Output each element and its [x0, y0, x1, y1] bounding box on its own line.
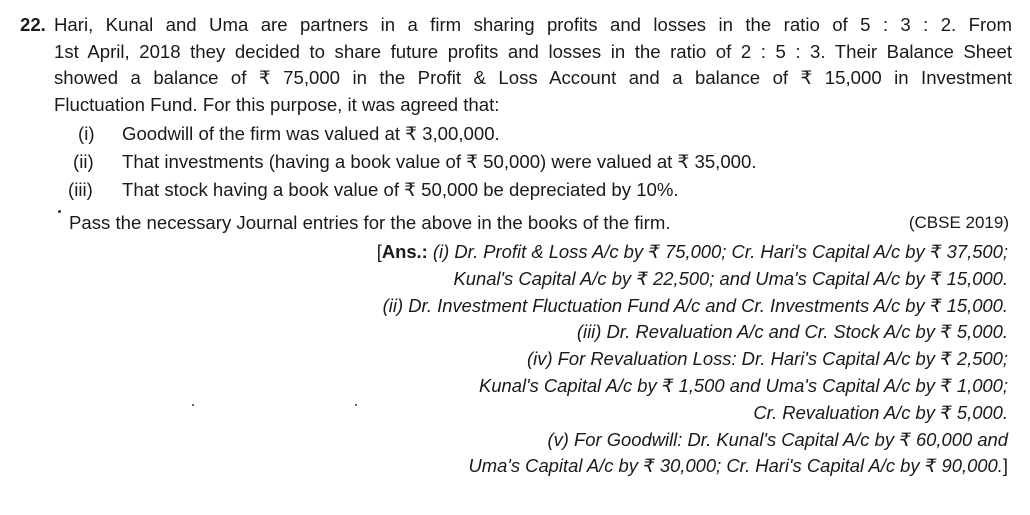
answer-line: (v) For Goodwill: Dr. Kunal's Capital A/c by ₹ 60,000 and [547, 428, 1008, 450]
answer-text: Uma's Capital A/c by ₹ 30,000; Cr. Hari's Capital A/c by ₹ 90,000. [468, 455, 1003, 477]
question-line: 1st April, 2018 they decided to share future profits and losses in the ratio of 2 : 5 : 3. Their Balance Sheet [54, 40, 1012, 62]
answer-line: Kunal's Capital A/c by ₹ 22,500; and Uma's Capital A/c by ₹ 15,000. [453, 267, 1008, 289]
answer-line: Cr. Revaluation A/c by ₹ 5,000. [753, 401, 1008, 423]
instruction-text: Pass the necessary Journal entries for the above in the books of the firm. [69, 212, 671, 233]
condition-numeral: (iii) [68, 179, 93, 200]
answer-label: Ans.: [381, 241, 428, 262]
close-bracket: ] [1002, 455, 1008, 477]
condition-text: That investments (having a book value of ₹ 50,000) were valued at ₹ 35,000. [122, 151, 757, 172]
answer-line: (iv) For Revaluation Loss: Dr. Hari's Capital A/c by ₹ 2,500; [527, 348, 1008, 370]
answer-line: (iii) Dr. Revaluation A/c and Cr. Stock A/c by ₹ 5,000. [576, 321, 1008, 343]
condition-numeral: (i) [78, 123, 95, 144]
condition-text: That stock having a book value of ₹ 50,000 be depreciated by 10%. [122, 179, 679, 200]
scan-speck [58, 210, 61, 213]
question-paragraph [20, 12, 1012, 118]
condition-text: Goodwill of the firm was valued at ₹ 3,00,000. [122, 123, 500, 144]
answer-line: (ii) Dr. Investment Fluctuation Fund A/c and Cr. Investments A/c by ₹ 15,000. [382, 294, 1008, 316]
condition-numeral: (ii) [73, 151, 94, 172]
answer-line: Kunal's Capital A/c by ₹ 1,500 and Uma's Capital A/c by ₹ 1,000; [479, 374, 1008, 396]
question-number: 22. [20, 14, 46, 35]
scan-speck [355, 404, 357, 406]
open-bracket: [ [376, 241, 382, 262]
answer-text: (i) Dr. Profit & Loss A/c by ₹ 75,000; Cr. Hari's Capital A/c by ₹ 37,500; [427, 241, 1008, 262]
answer-block [377, 239, 1008, 480]
question-line: showed a balance of ₹ 75,000 in the Profit & Loss Account and a balance of ₹ 15,000 in Investment [54, 67, 1012, 88]
answer-line [377, 239, 1008, 266]
source-label: (CBSE 2019) [908, 213, 1009, 232]
condition-item [68, 177, 679, 203]
instruction-line [69, 212, 1009, 234]
question-line: Fluctuation Fund. For this purpose, it was agreed that: [54, 93, 500, 115]
condition-item [78, 121, 500, 147]
answer-line [377, 453, 1008, 480]
question-line: Hari, Kunal and Uma are partners in a firm sharing profits and losses in the ratio of 5 : 3 : 2. From [54, 14, 1012, 35]
condition-item [73, 149, 757, 175]
scan-speck [192, 404, 194, 406]
